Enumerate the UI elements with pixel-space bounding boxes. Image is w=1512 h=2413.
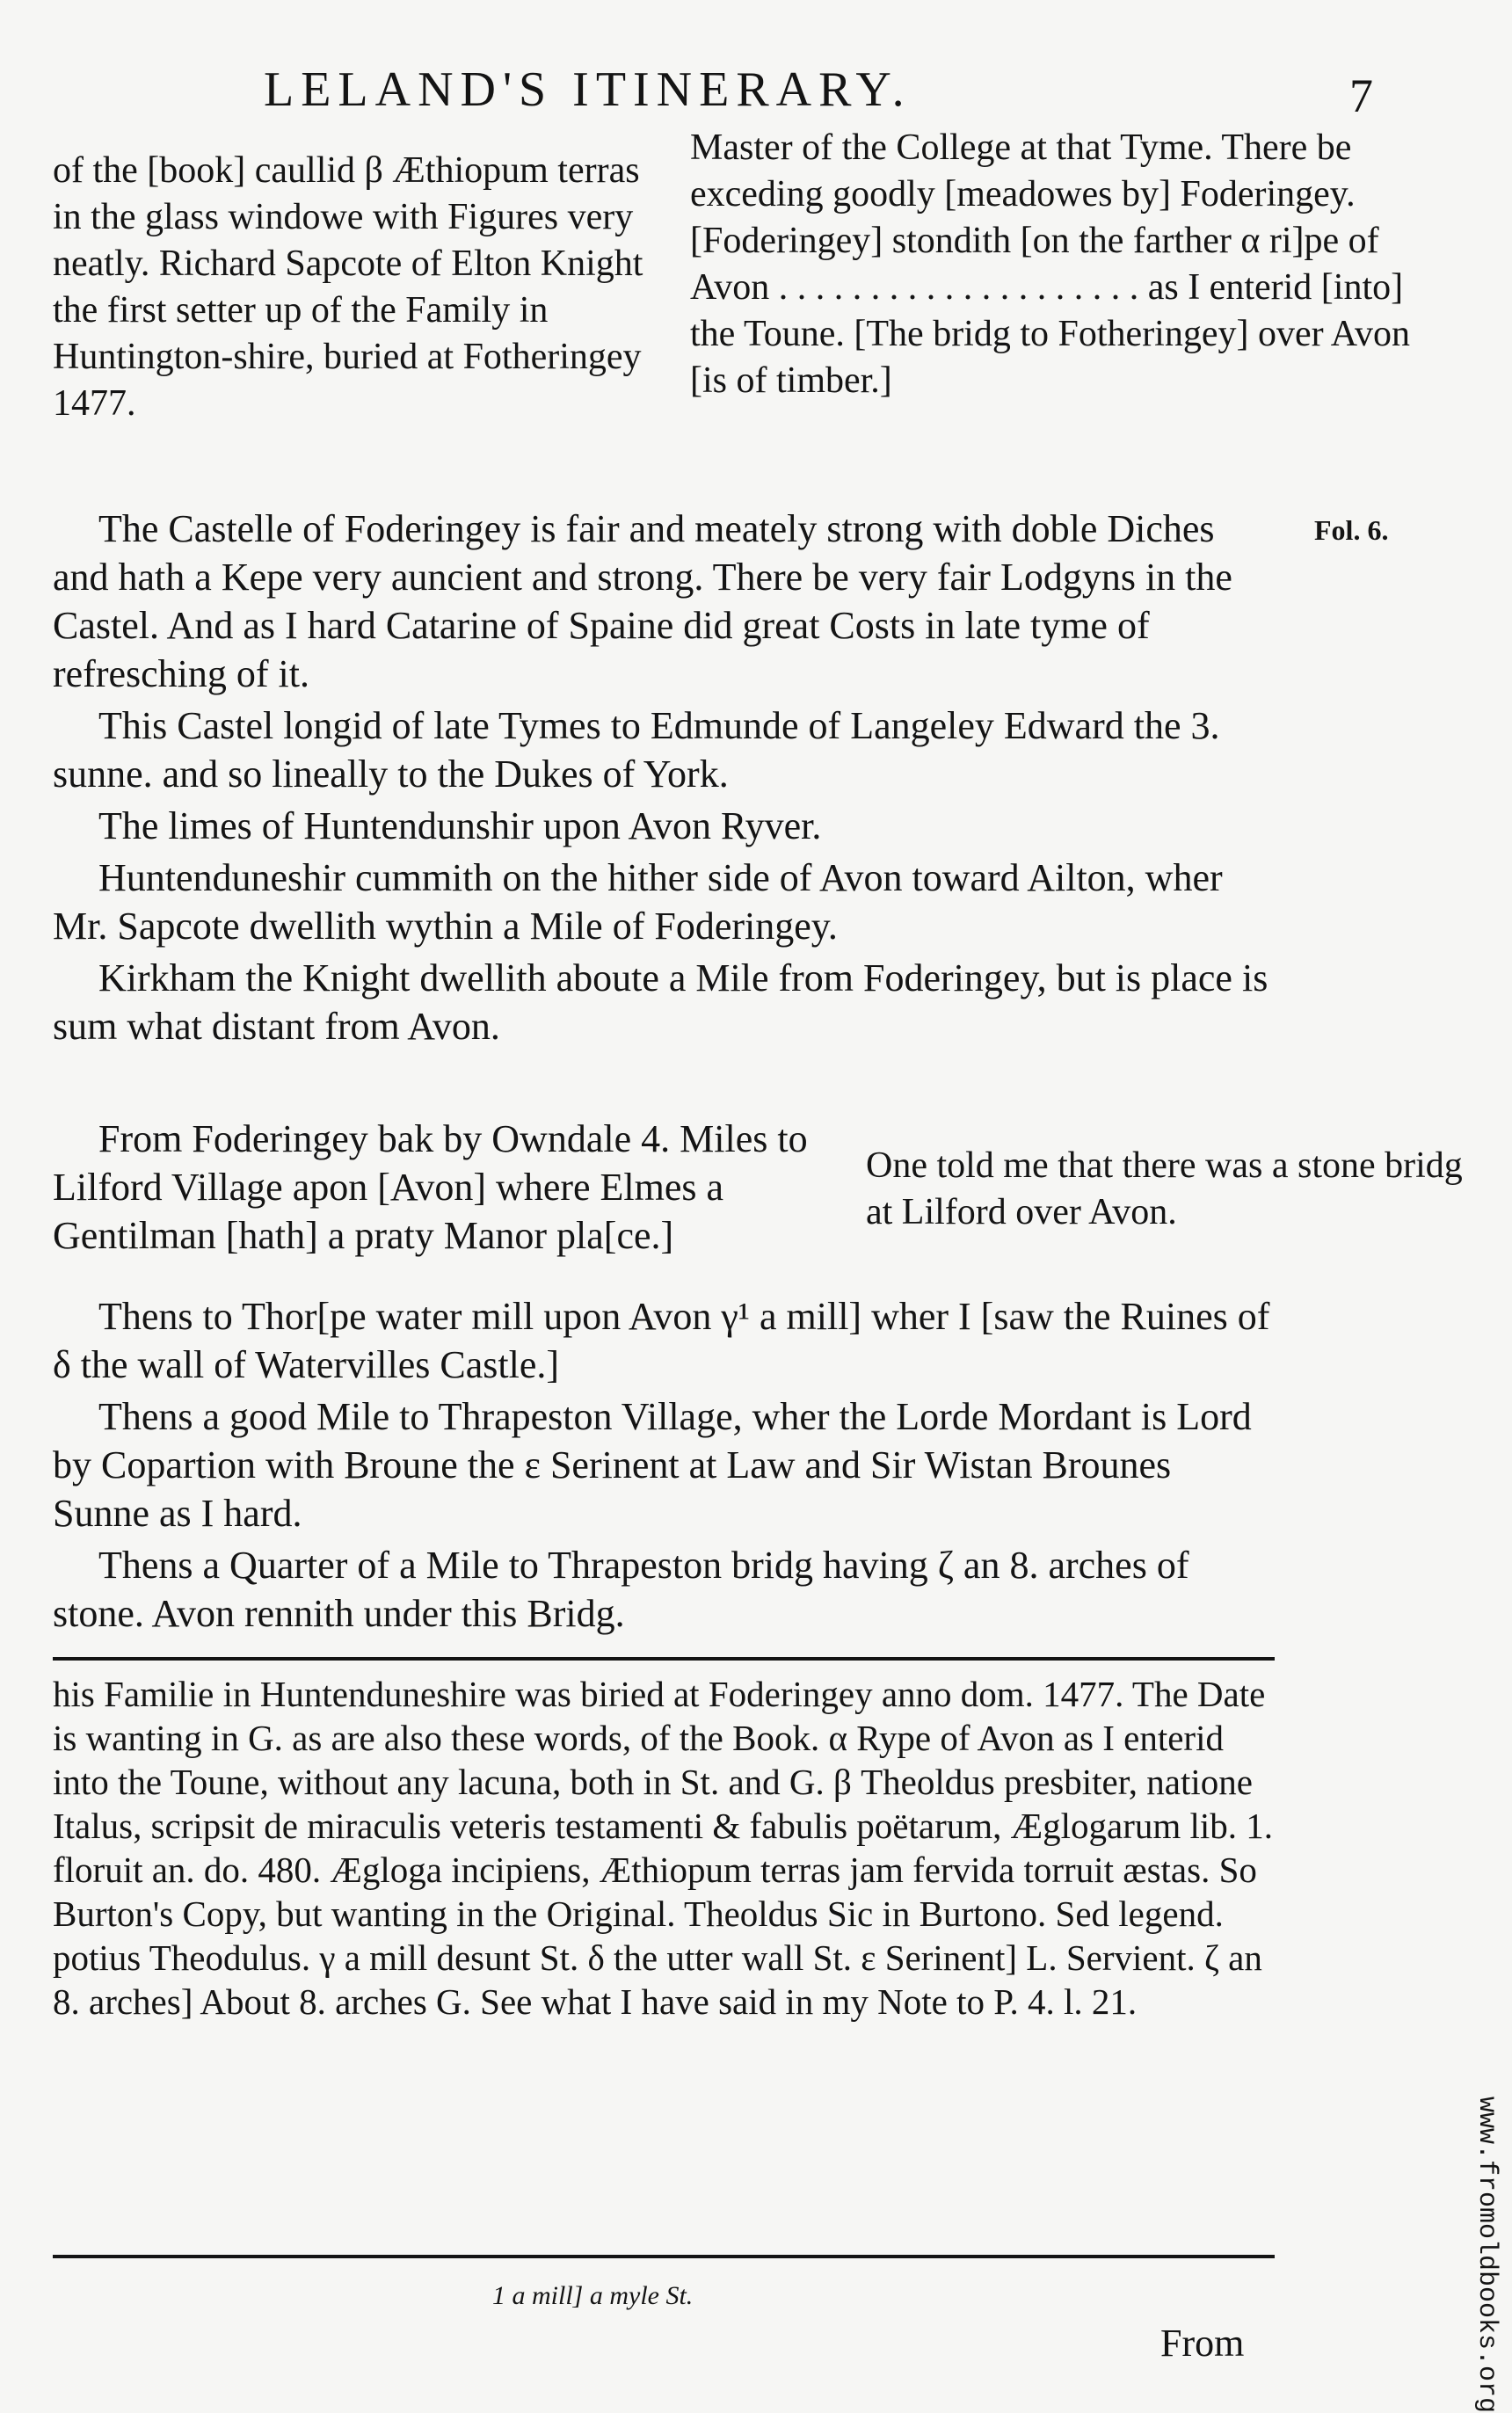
divider [53, 1657, 1275, 1661]
split-left-text [53, 1115, 826, 1263]
editor-notes: his Familie in Huntenduneshire was biried at Foderingey anno dom. 1477. The Date is wanting in G. as are also these words, of the Book. α Rype of Avon as I enterid into the Toune, without any lacuna, both in St. and G. β Theoldus presbiter, natione Italus, scripsit de miraculis veteris testamenti & fabulis poëtarum, Æglogarum lib. 1. floruit an. do. 480. Ægloga incipiens, Æthiopum terras jam fervida torruit æstas. So Burton's Copy, but wanting in the Original. Theoldus Sic in Burtono. Sed legend. potius Theodulus. γ a mill desunt St. δ the utter wall St. ε Serinent] L. Servient. ζ an 8. arches] About 8. arches G. See what I have said in my Note to P. 4. l. 21. [53, 1674, 1274, 2022]
paragraph: Thens to Thor[pe water mill upon Avon γ¹ a mill] wher I [saw the Ruines of δ the wall of Watervilles Castle.] [53, 1295, 1270, 1386]
paragraph: The limes of Huntendunshir upon Avon Ryver. [98, 804, 822, 847]
footnote: 1 a mill] a myle St. [492, 2281, 694, 2310]
side-note: One told me that there was a stone bridg at Lilford over Avon. [866, 1145, 1463, 1232]
main-text [53, 505, 1275, 1054]
catchword: From [1160, 2322, 1245, 2365]
left-column-text: of the [book] caullid β Æthiopum terras in the glass windowe with Figures very neatly. Richard Sapcote of Elton Knight the first setter up of the Family in Huntington-shire, buried at Fotheringey 1477. [53, 150, 643, 424]
watermark-text: www.fromoldbooks.org [1472, 2097, 1501, 2413]
paragraph: Thens a Quarter of a Mile to Thrapeston bridg having ζ an 8. arches of stone. Avon rennith under this Bridg. [53, 1544, 1189, 1635]
running-title: LELAND'S ITINERARY. [264, 62, 912, 117]
margin-note: Fol. 6. [1314, 514, 1389, 546]
page-number: 7 [1349, 69, 1373, 122]
paragraph: The Castelle of Foderingey is fair and meately strong with doble Diches and hath a Kepe very auncient and strong. There be very fair Lodgyns in the Castel. And as I hard Catarine of Spaine did great Costs in late tyme of refresching of it. [53, 507, 1232, 695]
paragraph: Huntenduneshir cummith on the hither side of Avon toward Ailton, wher Mr. Sapcote dwellith wythin a Mile of Foderingey. [53, 856, 1223, 948]
divider [53, 2255, 1275, 2258]
paragraph: Kirkham the Knight dwellith aboute a Mile from Foderingey, but is place is sum what distant from Avon. [53, 956, 1268, 1048]
paragraph: From Foderingey bak by Owndale 4. Miles to Lilford Village apon [Avon] where Elmes a Gentilman [hath] a praty Manor pla[ce.] [53, 1117, 808, 1257]
right-column-text: Master of the College at that Tyme. There be exceding goodly [meadowes by] Foderingey. [Foderingey] stondith [on the farther α ri]pe of Avon . . . . . . . . . . . . . . . . . . . . as I enterid [into] the Toune. [The bridg to Fotheringey] over Avon [is of timber.] [690, 127, 1410, 401]
main-text-continued [53, 1292, 1275, 1641]
paragraph: Thens a good Mile to Thrapeston Village, wher the Lorde Mordant is Lord by Copartion with Broune the ε Serinent at Law and Sir Wistan Brounes Sunne as I hard. [53, 1395, 1252, 1535]
watermark [1470, 2097, 1505, 2413]
paragraph: This Castel longid of late Tymes to Edmunde of Langeley Edward the 3. sunne. and so lineally to the Dukes of York. [53, 704, 1220, 796]
